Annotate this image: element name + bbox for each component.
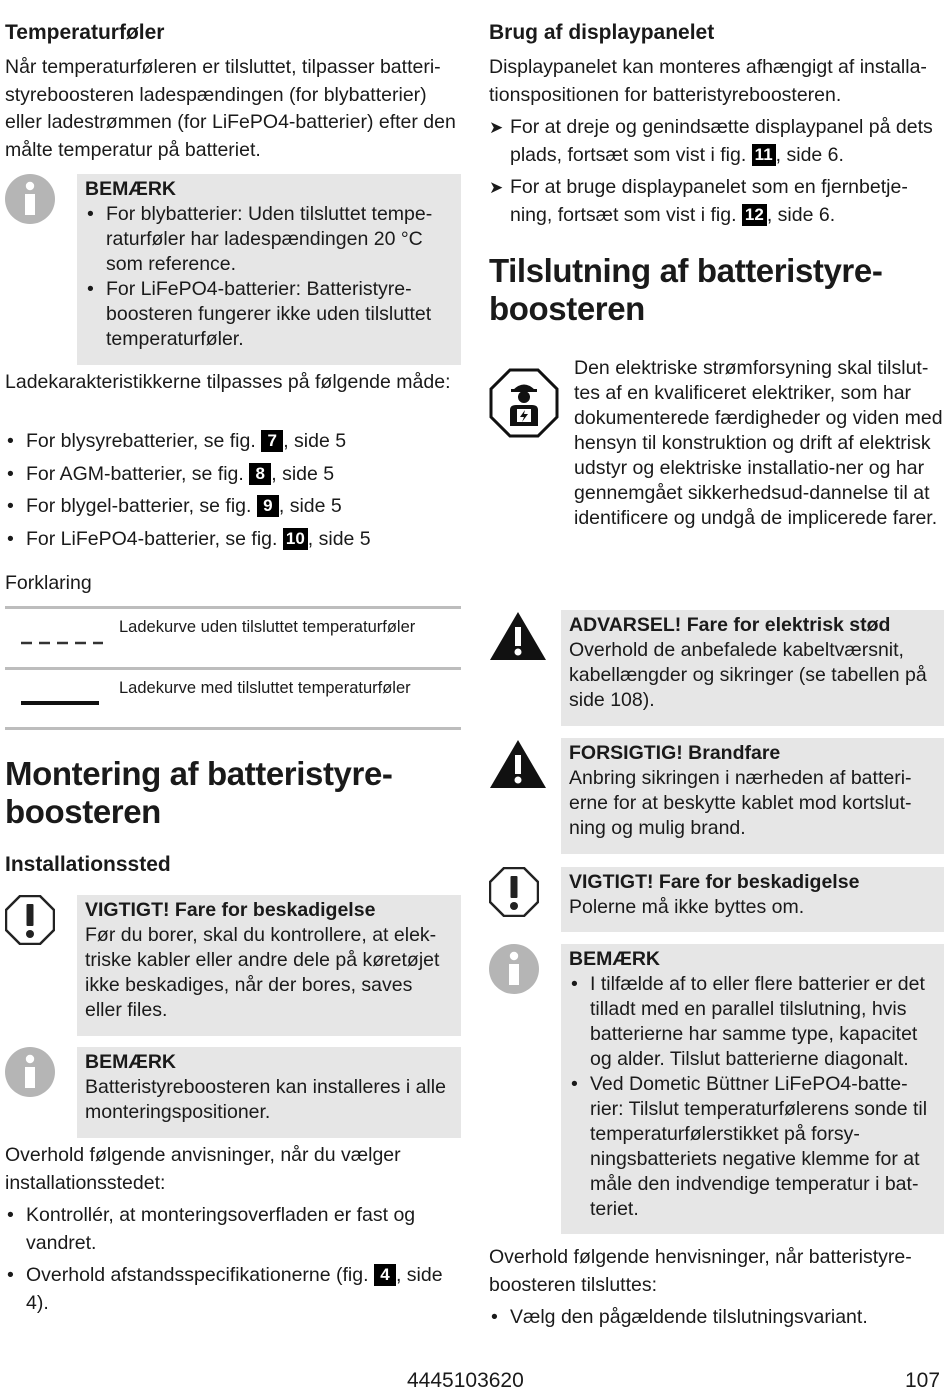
figure-ref[interactable]: 12 <box>742 204 767 226</box>
legend-title: Forklaring <box>5 572 92 594</box>
warning-box-content <box>561 610 944 726</box>
warning-body: Overhold de anbefalede kabeltværsnit, kabellængder og sikringer (se tabellen på side 108). <box>569 639 927 711</box>
figure-ref[interactable]: 11 <box>752 144 776 166</box>
note-item: • I tilfælde af to eller flere batterier er det tilladt med en parallel tilslutning, hvis batterierne har samme type, kapacitet og alder. Tilslut batterierne diagonalt. <box>569 972 936 1072</box>
list-item: • For blysyrebatterier, se fig. 7 , side 5 <box>5 428 461 456</box>
list-item: • For AGM-batterier, se fig. 8 , side 5 <box>5 461 461 489</box>
electrician-icon <box>489 368 559 438</box>
caution-body: Anbring sikringen i nærheden af batteri-erne for at beskytte kablet mod kortslut-ning og mulig brand. <box>569 767 912 839</box>
legend-table <box>5 606 461 734</box>
observe-paragraph: Overhold følgende anvisninger, når du vælger installationsstedet: <box>5 1144 401 1194</box>
important-body: Før du borer, skal du kontrollere, at elek-triske kabler eller andre dele på køretøjet ikke beskadiges, når der bores, saves eller files. <box>85 924 440 1021</box>
figure-ref[interactable]: 10 <box>283 528 308 550</box>
warning-triangle-icon <box>489 738 547 790</box>
legend-row-dashed: Ladekurve uden tilsluttet temperaturføler <box>119 618 416 636</box>
info-icon <box>5 174 55 224</box>
left-column <box>5 0 461 1393</box>
note-title: BEMÆRK <box>569 948 660 970</box>
note-item: • For blybatterier: Uden tilsluttet tempe-raturføler har ladespændingen 20 °C som reference. <box>85 202 453 277</box>
display-panel-paragraph: Displaypanelet kan monteres afhængigt af installa-tionspositionen for batteristyreboosteren. <box>489 56 927 106</box>
important-title: VIGTIGT! Fare for beskadigelse <box>569 871 860 893</box>
note-item: • Ved Dometic Büttner LiFePO4-batte-rier: Tilslut temperaturfølerens sonde til temperaturfølerstikket på forsy-ningsbatteriets negative klemme for at måle den indvendige temperatur i bat-teriet. <box>569 1072 936 1222</box>
solid-line-icon <box>21 700 99 706</box>
important-title: VIGTIGT! Fare for beskadigelse <box>85 899 376 921</box>
figure-ref[interactable]: 4 <box>374 1264 396 1286</box>
figure-ref[interactable]: 8 <box>249 463 271 485</box>
adapt-paragraph: Ladekarakteristikkerne tilpasses på følgende måde: <box>5 371 451 393</box>
important-body: Polerne må ikke byttes om. <box>569 896 805 918</box>
installation-list <box>5 1202 461 1322</box>
charge-characteristics-list <box>5 428 461 558</box>
exclamation-octagon-icon <box>489 867 539 917</box>
list-item: • Kontrollér, at monteringsoverfladen er fast og vandret. <box>5 1202 461 1257</box>
important-box-1-content <box>77 895 461 1036</box>
divider <box>5 727 461 730</box>
note-title: BEMÆRK <box>85 178 176 200</box>
warning-triangle-icon <box>489 610 547 662</box>
important-box-2-content <box>561 867 944 932</box>
display-panel-steps <box>489 114 944 234</box>
connection-heading: Tilslutning af batteristyre-boosteren <box>489 252 883 327</box>
display-panel-heading: Brug af displaypanelet <box>489 21 715 44</box>
electrician-paragraph: Den elektriske strømforsyning skal tilslut-tes af en kvalificeret elektriker, som har dokumenterede færdigheder og viden med hensyn til konstruktion og drift af elektrisk udstyr og elektriske installatio-ner og har gennemgået sikkerhedsud-dannelse til at identificere og undgå de implicerede farer. <box>574 357 943 529</box>
caution-box-content <box>561 738 944 854</box>
note-body: Batteristyreboosteren kan installeres i alle monteringspositioner. <box>85 1076 446 1123</box>
right-column <box>489 0 944 1393</box>
page-number: 107 <box>905 1369 941 1392</box>
info-icon <box>5 1047 55 1097</box>
note-box-2-content <box>77 1047 461 1138</box>
connection-variant-list <box>489 1304 944 1332</box>
caution-title: FORSIGTIG! Brandfare <box>569 742 781 764</box>
divider <box>5 606 461 609</box>
list-item: • For LiFePO4-batterier, se fig. 10 , side 5 <box>5 526 461 554</box>
temperature-sensor-heading: Temperaturføler <box>5 21 165 44</box>
note-item: • For LiFePO4-batterier: Batteristyre-boosteren fungerer ikke uden tilsluttet temperaturføler. <box>85 277 453 352</box>
legend-row-solid: Ladekurve med tilsluttet temperaturføler <box>119 679 411 697</box>
step-item: ➤ For at bruge displaypanelet som en fjernbetje-ning, fortsæt som vist i fig. 12 , side 6. <box>489 174 944 229</box>
list-item: • Overhold afstandsspecifikationerne (fig. 4 , side 4). <box>5 1262 461 1317</box>
info-icon <box>489 944 539 994</box>
warning-title: ADVARSEL! Fare for elektrisk stød <box>569 614 891 636</box>
document-number: 4445103620 <box>407 1369 524 1392</box>
mounting-heading: Montering af batteristyre-boosteren <box>5 755 393 830</box>
dashed-line-icon <box>21 640 103 646</box>
figure-ref[interactable]: 9 <box>257 495 279 517</box>
installation-site-heading: Installationssted <box>5 853 171 876</box>
exclamation-octagon-icon <box>5 895 55 945</box>
note-box-1-content <box>77 174 461 365</box>
figure-ref[interactable]: 7 <box>261 430 283 452</box>
connect-observe-paragraph: Overhold følgende henvisninger, når batteristyre-boosteren tilsluttes: <box>489 1246 912 1296</box>
note-box-3-content <box>561 944 944 1234</box>
list-item: • For blygel-batterier, se fig. 9 , side 5 <box>5 493 461 521</box>
note-title: BEMÆRK <box>85 1051 176 1073</box>
step-item: ➤ For at dreje og genindsætte displaypanel på dets plads, fortsæt som vist i fig. 11 , side 6. <box>489 114 944 169</box>
divider <box>5 667 461 670</box>
list-item: • Vælg den pågældende tilslutningsvariant. <box>489 1304 944 1332</box>
temperature-sensor-paragraph: Når temperaturføleren er tilsluttet, tilpasser batteri-styreboosteren ladespændingen (for blybatterier) eller ladestrømmen (for LiFePO4-batterier) efter den målte temperatur på batteriet. <box>5 56 456 161</box>
